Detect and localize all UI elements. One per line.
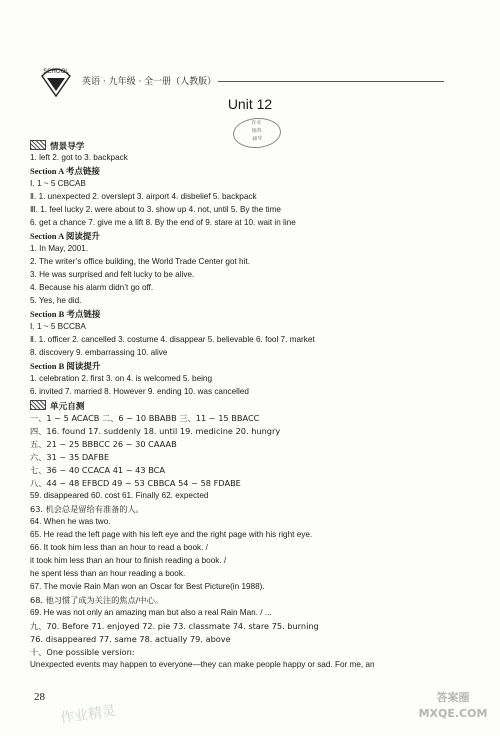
line-text: 64. When he was two. [30, 517, 111, 526]
subsection-heading [30, 166, 100, 176]
watermark-right [410, 690, 496, 734]
answer-line [30, 270, 194, 280]
answer-line [30, 660, 375, 670]
logo-text: SCHOOL [43, 68, 69, 75]
answer-line [30, 153, 128, 163]
answer-line [30, 439, 177, 449]
line-text: 六、31 ~ 35 DAFBE [30, 452, 110, 462]
section-hatch-icon [30, 140, 46, 150]
line-text: Ⅱ. 1. officer 2. cancelled 3. costume 4. disappear 5. believable 6. fool 7. market [30, 335, 315, 344]
answer-line [30, 283, 153, 293]
answer-line [30, 244, 88, 254]
subsection-heading [30, 231, 100, 241]
answer-line [30, 647, 135, 657]
line-text: 69. He was not only an amazing man but also a real Rain Man. / ... [30, 608, 272, 617]
answer-line [30, 608, 272, 618]
answer-line [30, 530, 312, 540]
line-text: 四、16. found 17. suddenly 18. until 19. medicine 20. hungry [30, 426, 281, 436]
page-number: 28 [34, 691, 45, 703]
answer-line [30, 569, 185, 579]
line-text: 单元自测 [50, 402, 85, 412]
line-text: 十、One possible version: [30, 647, 135, 657]
answer-line [30, 491, 208, 501]
line-text: 6. invited 7. married 8. However 9. ending 10. was cancelled [30, 387, 249, 396]
line-text: Ⅰ. 1 ~ 5 BCCBA [30, 322, 86, 331]
line-text: 1. In May, 2001. [30, 244, 89, 253]
subsection-heading [30, 309, 100, 319]
answer-line [30, 556, 226, 566]
answer-line [30, 374, 212, 384]
line-text: Ⅰ. 1 ~ 5 CBCAB [30, 179, 86, 188]
line-text: 65. He read the left page with his left eye and the right page with his right eye. [30, 530, 313, 539]
watermark-left: 作业精灵 [59, 703, 117, 727]
line-text: Ⅲ. 1. feel lucky 2. were about to 3. show up 4. not, until 5. By the time [30, 205, 281, 214]
line-text: 66. It took him less than an hour to read a book. / [30, 543, 208, 552]
answer-line [30, 478, 241, 488]
line-text: 68. 他习惯了成为关注的焦点/中心。 [30, 595, 164, 605]
line-text: 1. left 2. got to 3. backpack [30, 153, 128, 162]
line-text: he spent less than an hour reading a book. [30, 569, 186, 578]
section-heading [30, 140, 84, 152]
unit-title: Unit 12 [227, 96, 273, 112]
line-text: 8. discovery 9. embarrassing 10. alive [30, 348, 168, 357]
answer-line [30, 517, 111, 527]
answer-line [30, 257, 250, 267]
header-rule [218, 81, 444, 82]
answer-line [30, 634, 231, 644]
line-text: 6. get a chance 7. give me a lift 8. By the end of 9. stare at 10. wait in line [30, 218, 296, 227]
answer-line [30, 426, 280, 436]
answer-line [30, 387, 249, 397]
line-text: Unexpected events may happen to everyone—they can make people happy or sad. For me, an [30, 660, 375, 669]
stamp-line-1: 作业 [251, 119, 262, 127]
line-text: Section A 阅读提升 [30, 231, 100, 241]
line-text: 1. celebration 2. first 3. on 4. is welcomed 5. being [30, 374, 213, 383]
line-text: 59. disappeared 60. cost 61. Finally 62. expected [30, 491, 209, 500]
answer-line [30, 296, 81, 306]
answer-line [30, 322, 86, 332]
answer-line [30, 192, 257, 202]
line-text: 七、36 ~ 40 CCACA 41 ~ 43 BCA [30, 465, 165, 475]
answer-line [30, 452, 109, 462]
line-text: 4. Because his alarm didn’t go off. [30, 283, 154, 292]
line-text: 九、70. Before 71. enjoyed 72. pie 73. classmate 74. stare 75. burning [30, 621, 319, 631]
answer-line [30, 218, 296, 228]
line-text: 八、44 ~ 48 EFBCD 49 ~ 53 CBBCA 54 ~ 58 FDABE [30, 478, 241, 488]
line-text: 一、1 ~ 5 ACACB 二、6 ~ 10 BBABB 三、11 ~ 15 BBACC [30, 413, 260, 423]
header-text: 英语 · 九年级 · 全一册（人教版） [82, 77, 217, 87]
answer-line [30, 179, 86, 189]
section-hatch-icon [30, 400, 46, 410]
stamp-line-3: 辅导 [252, 135, 263, 143]
line-text: it took him less than an hour to finish reading a book. / [30, 556, 227, 565]
stamp-line-2: 精准 [251, 127, 263, 135]
line-text: 5. Yes, he did. [30, 296, 82, 305]
line-text: Section B 考点链接 [30, 309, 101, 319]
answer-line [30, 205, 281, 215]
answer-line [30, 543, 208, 553]
answer-line [30, 335, 315, 345]
line-text: 76. disappeared 77. same 78. actually 79. above [30, 634, 231, 644]
answer-line [30, 504, 144, 514]
line-text: 情景导学 [50, 142, 85, 152]
answer-line [30, 595, 163, 605]
line-text: Ⅱ. 1. unexpected 2. overslept 3. airport 4. disbelief 5. backpack [30, 192, 257, 201]
watermark-right-line-2: MXQE.COM [418, 707, 488, 720]
answer-line [30, 348, 167, 358]
line-text: 67. The movie Rain Man won an Oscar for Best Picture(in 1988). [30, 582, 265, 591]
line-text: Section A 考点链接 [30, 166, 100, 176]
answer-line [30, 621, 319, 631]
section-heading [30, 400, 84, 412]
answer-line [30, 465, 165, 475]
subsection-heading [30, 361, 100, 371]
line-text: Section B 阅读提升 [30, 361, 101, 371]
stamp-seal [232, 116, 282, 149]
school-logo-icon [36, 60, 76, 100]
answer-line [30, 413, 259, 423]
line-text: 2. The writer’s office building, the World Trade Center got hit. [30, 257, 250, 266]
line-text: 3. He was surprised and felt lucky to be alive. [30, 270, 195, 279]
line-text: 五、21 ~ 25 BBBCC 26 ~ 30 CAAAB [30, 439, 177, 449]
answer-line [30, 582, 265, 592]
line-text: 63. 机会总是留给有准备的人。 [30, 504, 144, 514]
watermark-right-line-1: 答案圈 [436, 691, 470, 704]
